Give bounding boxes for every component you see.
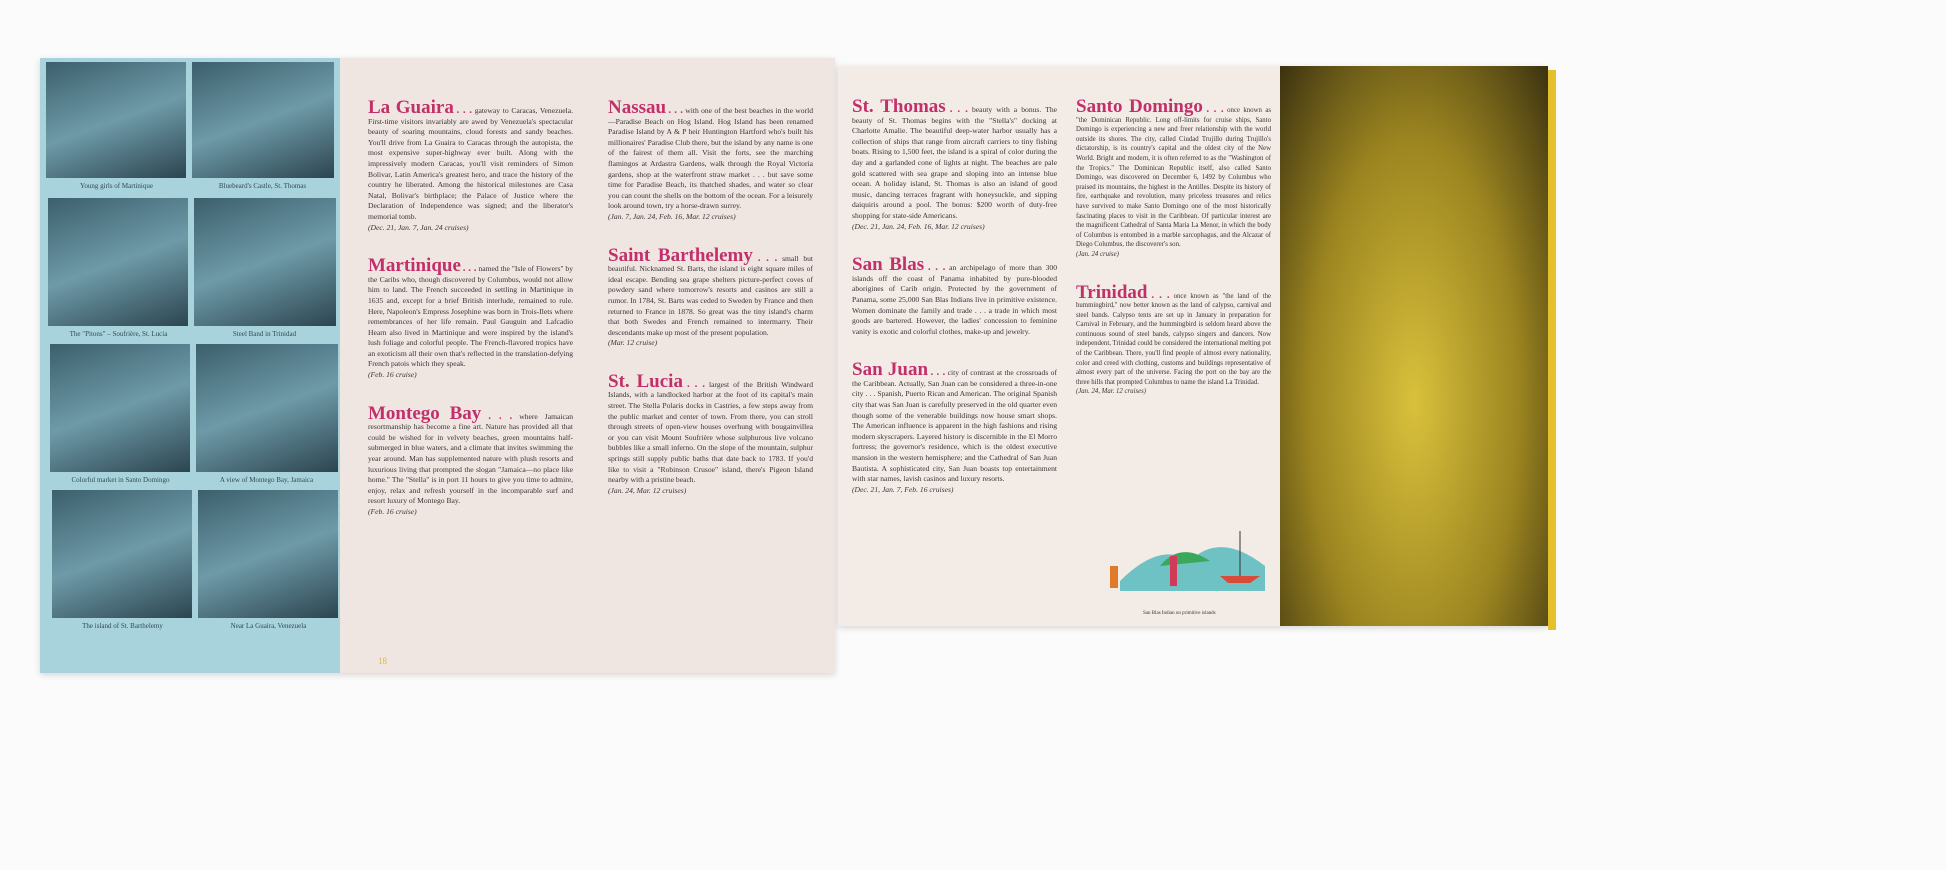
caption: Colorful market in Santo Domingo — [71, 476, 170, 484]
entry-title: Nassau — [608, 97, 667, 118]
caption: Bluebeard's Castle, St. Thomas — [218, 182, 307, 190]
photo-montego-bay — [196, 344, 338, 472]
text-column-1 — [368, 97, 574, 546]
photo-pitons — [48, 198, 188, 326]
entry-body: with one of the best beaches in the world—Paradise Beach on Hog Island. Hog Island has been renamed Paradise Island by A & P heir Huntington Hartford who's built his millionaires' Paradise Club there, but the island by any name is one of the fairest of them all. Visit the forts, see the marching flamingos at Ardastra Gardens, walk through the Royal Victoria gardens, shop at the waterfront straw market . . . but save some time for Paradise Beach, its thatched shades, and water so clear you can count the shells on the bottom of the ocean. For a leisurely look around town, try a horse-drawn surrey. — [608, 106, 813, 211]
photo-st-barthelemy — [52, 490, 192, 618]
caption: Young girls of Martinique — [80, 182, 153, 190]
entry-dates: (Jan. 24, Mar. 12 cruises) — [1076, 388, 1147, 396]
ellipsis: . . . — [1206, 103, 1224, 115]
page-edge — [1548, 70, 1556, 630]
entry-trinidad — [1076, 281, 1272, 398]
left-page — [40, 58, 835, 673]
island-illustration — [1100, 521, 1270, 606]
caption: The "Pitons" – Soufrière, St. Lucia — [69, 330, 168, 338]
text-column-3 — [852, 96, 1058, 523]
photo-steel-band — [194, 198, 336, 326]
ellipsis: . . . — [488, 409, 513, 422]
entry-dates: (Feb. 16 cruise) — [368, 507, 417, 516]
entry-montego-bay — [368, 402, 574, 518]
ellipsis: . . . — [1151, 288, 1170, 301]
photo-la-guaira — [198, 490, 338, 618]
entry-nassau — [608, 97, 813, 223]
ellipsis: . . . — [949, 103, 968, 115]
entry-body: once known as "the land of the hummingbird," now better known as the land of calypso, carnival and steel bands. Calypso tents are set up in January in preparation for Carnival in February, and the hummingbird is seldom heard above the continuous sound of steel bands, calypso singers and dancers. Now independent, Trinidad could be considered the international melting pot of the Caribbean. There, you'll find people of almost every nationality, color and creed with clothing, customs and buildings representative of almost every part of the universe. Facing the port on the bay are the three hills that prompted Columbus to name the island La Trinidad. — [1076, 292, 1272, 386]
caption: The island of St. Barthelemy — [82, 622, 163, 630]
entry-body: small but beautiful. Nicknamed St. Barts, the island is eight square miles of ideal escape. Bending sea grape shelters picture-perfect coves of powdery sand where tomorrow's resorts and casinos are still a rumor. In 1784, St. Barts was ceded to Sweden by France and then returned to France in 1878. So great was the tiny island's charm that both Swedes and French remained to intermarry. Their descendants make up most of the present population. — [608, 253, 814, 337]
right-page — [838, 66, 1548, 626]
ellipsis: . . . — [927, 261, 946, 274]
photo-san-blas-woman — [1280, 66, 1548, 626]
figure-shape — [1110, 566, 1118, 588]
entry-dates: (Jan. 7, Jan. 24, Feb. 16, Mar. 12 cruises) — [608, 211, 736, 221]
entry-dates: (Feb. 16 cruise) — [368, 370, 417, 380]
photo-market — [50, 344, 190, 472]
entry-st-lucia — [608, 370, 813, 497]
entry-body: named the "Isle of Flowers" by the Caribs who, though discovered by Columbus, would not allow him to land. The French succeeded in settling in Martinique in 1635 and, except for a brief British interlude, remained to rule. Here, Napoleon's Empress Josephine was born in Trois-Ilets where remembrances of her life remain. Paul Gauguin and Lafcadio Hearn also lived in Martinique and were inspired by the island's lush foliage and colorful people. The French-flavored tropics have an exoticism all their own that's reflected in the translation-defying French patois which they speak. — [368, 264, 574, 369]
entry-dates: (Dec. 21, Jan. 7, Jan. 24 cruises) — [368, 222, 469, 232]
entry-body: where Jamaican resortmanship has become a fine art. Nature has provided all that could be wished for in velvety beaches, green mountains half-submerged in blue waters, and a climate that invites swimming the year around. Man has supplemented nature with plush resorts and luxurious living that prompted the slogan "Jamaica—no place like home." The "Stella" is in port 11 hours to give you time to admire, enjoy, relax and refresh yourself in the incomparable surf and resort luxury of Montego Bay. — [368, 411, 574, 506]
entry-saint-barthelemy — [608, 244, 814, 349]
photo-strip — [40, 58, 340, 673]
caption: Steel Band in Trinidad — [232, 330, 297, 338]
caption: Near La Guaira, Venezuela — [230, 622, 307, 630]
ellipsis: . . . — [462, 262, 477, 275]
text-column-4 — [1076, 96, 1272, 425]
entry-title: La Guaira — [368, 97, 454, 118]
photo-young-girls — [46, 62, 186, 178]
photo-caption: San Blas Indian on primitive islands — [1143, 611, 1216, 616]
entry-title: Montego Bay — [368, 402, 482, 424]
entry-dates: (Jan. 24 cruise) — [1076, 250, 1119, 258]
entry-santo-domingo — [1076, 96, 1272, 260]
entry-title: Saint Barthelemy — [608, 244, 753, 266]
page-number: 18 — [378, 656, 387, 666]
entry-dates: (Jan. 24, Mar. 12 cruises) — [608, 485, 687, 495]
entry-body: largest of the British Windward Islands, with a landlocked harbor at the foot of its capital's main street. The Stella Polaris docks in Castries, a few steps away from the public market and center of town. From there, you can stroll through streets of open-view houses overhung with bougainvillea or you can visit Mount Soufrière whose sulphurous live volcano bubbles like a small inferno. On the slope of the mountain, sulphur springs still supply public baths that date back to 1783. If you'd like to visit a "Robinson Crusoe" island, there's Pigeon Island nearby with a pristine beach. — [608, 379, 813, 485]
ellipsis: . . . — [930, 366, 946, 379]
entry-title: Martinique — [368, 255, 461, 277]
ellipsis: . . . — [686, 377, 705, 390]
ellipsis: . . . — [668, 104, 683, 116]
entry-dates: (Dec. 21, Jan. 24, Feb. 16, Mar. 12 cruises) — [852, 221, 985, 231]
entry-body: once known as "the Dominican Republic. Long off-limits for cruise ships, Santo Domingo is experiencing a new and freer relationship with the world outside its shores. The city, called Ciudad Trujillo during Trujillo's dictatorship, is its country's capital and the oldest city of the New World. Bright and modern, it is often referred to as the "Washington of the Tropics." The Dominican Republic itself, also called Santo Domingo, was discovered on December 6, 1492 by Columbus who praised its mountains, the highest in the Antilles. Despite its history of fire, earthquake and revolution, many priceless treasures and relics have survived to make Santo Domingo one of the most historically fascinating places to visit in the Caribbean. Of particular interest are the magnificent Cathedral of Santa Maria La Menor, in which the body of Columbus is entombed in a marble sarcophagus, and the Alcazar of Diego Columbus, the discoverer's son. — [1076, 107, 1272, 249]
text-column-2 — [608, 97, 814, 524]
entry-st-thomas — [852, 96, 1058, 232]
entry-body: beauty with a bonus. The beauty of St. Thomas begins with the "Stella's" docking at Charlotte Amalie. The beautiful deep-water harbor usually has a collection of ships that range from aircraft carriers to tiny fishing boats. Rising to 1,500 feet, the island is a spiral of color during the day and a garlanded cone of lights at night. The beaches are pale gold scattered with sea grape and sloping into an intense blue ocean. A holiday island, St. Thomas is also an island of good music, dancing terraces fragrant with honeysuckle, and sipping daiquiris around a pool. The bonus: $200 worth of duty-free shopping for state-side Americans. — [852, 105, 1058, 220]
entry-dates: (Mar. 12 cruise) — [608, 338, 658, 348]
entry-san-juan — [852, 359, 1058, 495]
entry-martinique — [368, 255, 574, 381]
entry-title: Trinidad — [1076, 281, 1148, 303]
entry-title: St. Thomas — [852, 96, 946, 117]
ellipsis: . . . — [757, 251, 778, 264]
figure-shape — [1170, 556, 1177, 586]
entry-title: St. Lucia — [608, 370, 683, 392]
entry-title: San Blas — [852, 254, 925, 276]
entry-body: an archipelago of more than 300 islands off the coast of Panama inhabited by pure-blooded aborigines of Carib origin. Protected by the government of Panama, some 25,000 San Blas Indians live in primitive existence. Women dominate the family and trade . . . a trade in which most goods are bartered. However, the ladies' concession to feminine vanity is exotic and colorful clothes, make-up and jewelry. — [852, 263, 1058, 336]
photo-bluebeards-castle — [192, 62, 334, 178]
entry-dates: (Dec. 21, Jan. 7, Feb. 16 cruises) — [852, 484, 954, 494]
entry-body: city of contrast at the crossroads of the Caribbean. Actually, San Juan can be considered a three-in-one city . . . Spanish, Puerto Rican and American. The original Spanish city that was San Juan is carefully preserved in the old quarter even though some of the venerable buildings now house smart shops. The American influence is apparent in the high fashions and rising modern skyscrapers. Layered history is discernible in the El Morro fortress; the governor's residence, which is the oldest executive mansion in the western hemisphere; and the Cathedral of San Juan Bautista. A sophisticated city, San Juan boasts top entertainment with star names, lavish casinos and luxury resorts. — [852, 368, 1058, 484]
entry-san-blas — [852, 254, 1058, 337]
caption: A view of Montego Bay, Jamaica — [219, 476, 314, 484]
entry-title: Santo Domingo — [1076, 96, 1203, 117]
entry-la-guaira — [368, 97, 573, 233]
entry-body: gateway to Caracas, Venezuela. First-time visitors invariably are awed by Venezuela's spectacular beauty of soaring mountains, cloud forests and sandy beaches. You'll drive from La Guaira to Caracas through the autopista, the most expensive super-highway ever built. Along with the impressively modern Caracas, you'll visit reminders of Simon Bolivar, Latin America's greatest hero, and trace the history of the country he liberated. Among the historical milestones are Casa Natal, Bolivar's birthplace; the Palace of Justice where the Declaration of Independence was signed; and the liberator's memorial tomb. — [368, 106, 573, 221]
ellipsis: . . . — [456, 104, 472, 116]
entry-title: San Juan — [852, 359, 929, 381]
